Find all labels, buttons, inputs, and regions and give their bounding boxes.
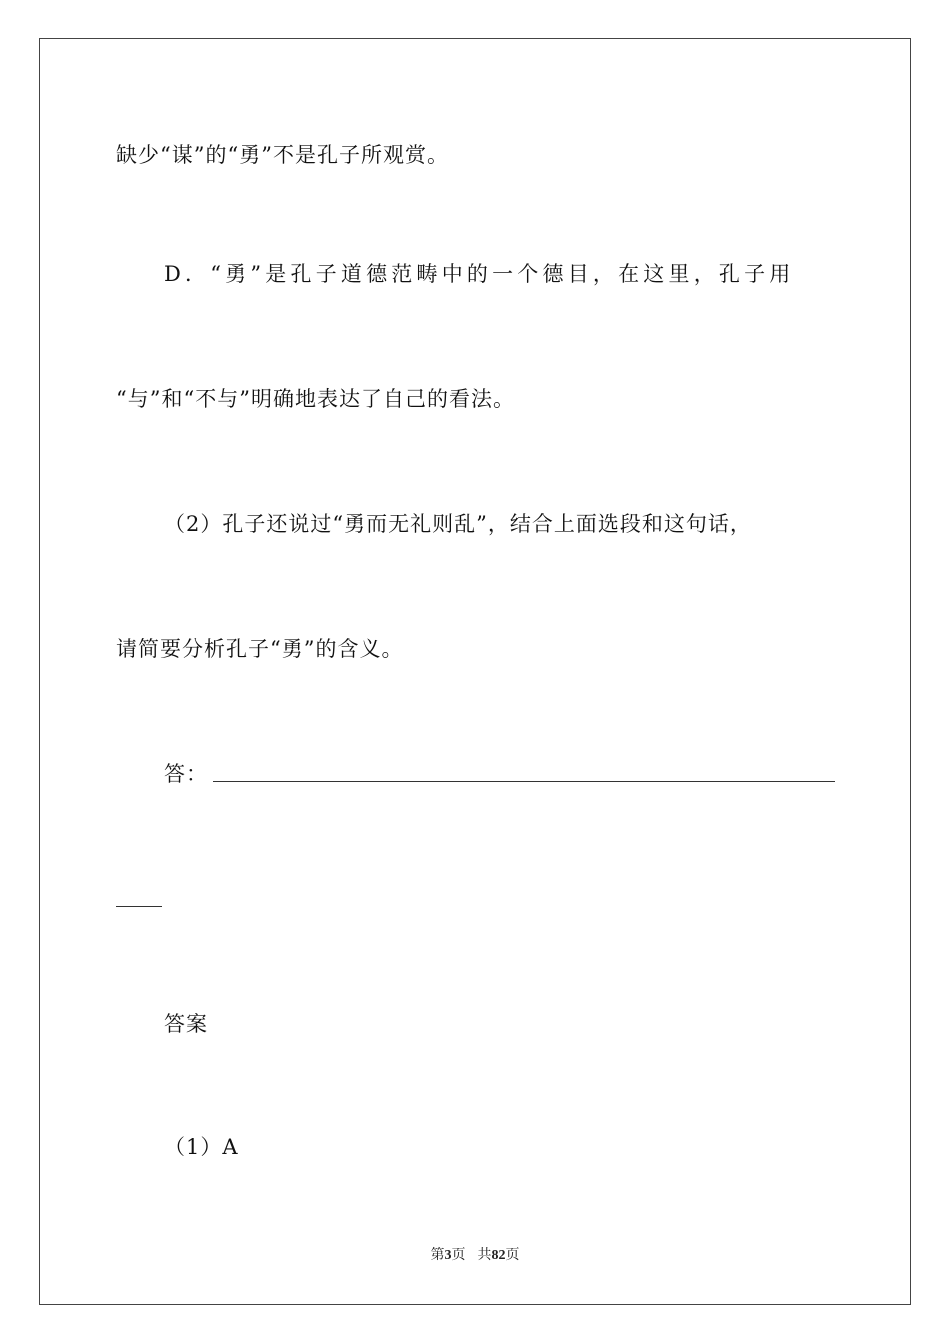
footer-total-pages: 82 — [491, 1248, 506, 1263]
question-2: （2）孔子还说过“勇而无礼则乱”，结合上面选段和这句话， — [164, 512, 752, 536]
page-border — [39, 38, 911, 1305]
question-2-continued: 请简要分析孔子“勇”的含义。 — [116, 637, 404, 661]
paragraph-option-d: D．“勇”是孔子道德范畴中的一个德目，在这里，孔子用 — [164, 262, 795, 286]
footer-page-prefix: 第 — [430, 1248, 445, 1263]
paragraph-line-1: 缺少“谋”的“勇”不是孔子所观赏。 — [116, 143, 449, 167]
footer-page-suffix: 页 — [451, 1248, 466, 1263]
answer-item-1: （1）A — [164, 1135, 239, 1159]
answer-label: 答： — [164, 762, 208, 786]
page-footer — [0, 1247, 950, 1265]
answer-heading: 答案 — [164, 1012, 208, 1036]
answer-blank-line — [213, 781, 835, 782]
answer-blank-line-continued — [116, 906, 162, 907]
paragraph-line-3: “与”和“不与”明确地表达了自己的看法。 — [116, 387, 515, 411]
footer-total-prefix: 共 — [477, 1248, 492, 1263]
footer-page-number: 3 — [444, 1248, 452, 1263]
footer-total-suffix: 页 — [505, 1248, 520, 1263]
